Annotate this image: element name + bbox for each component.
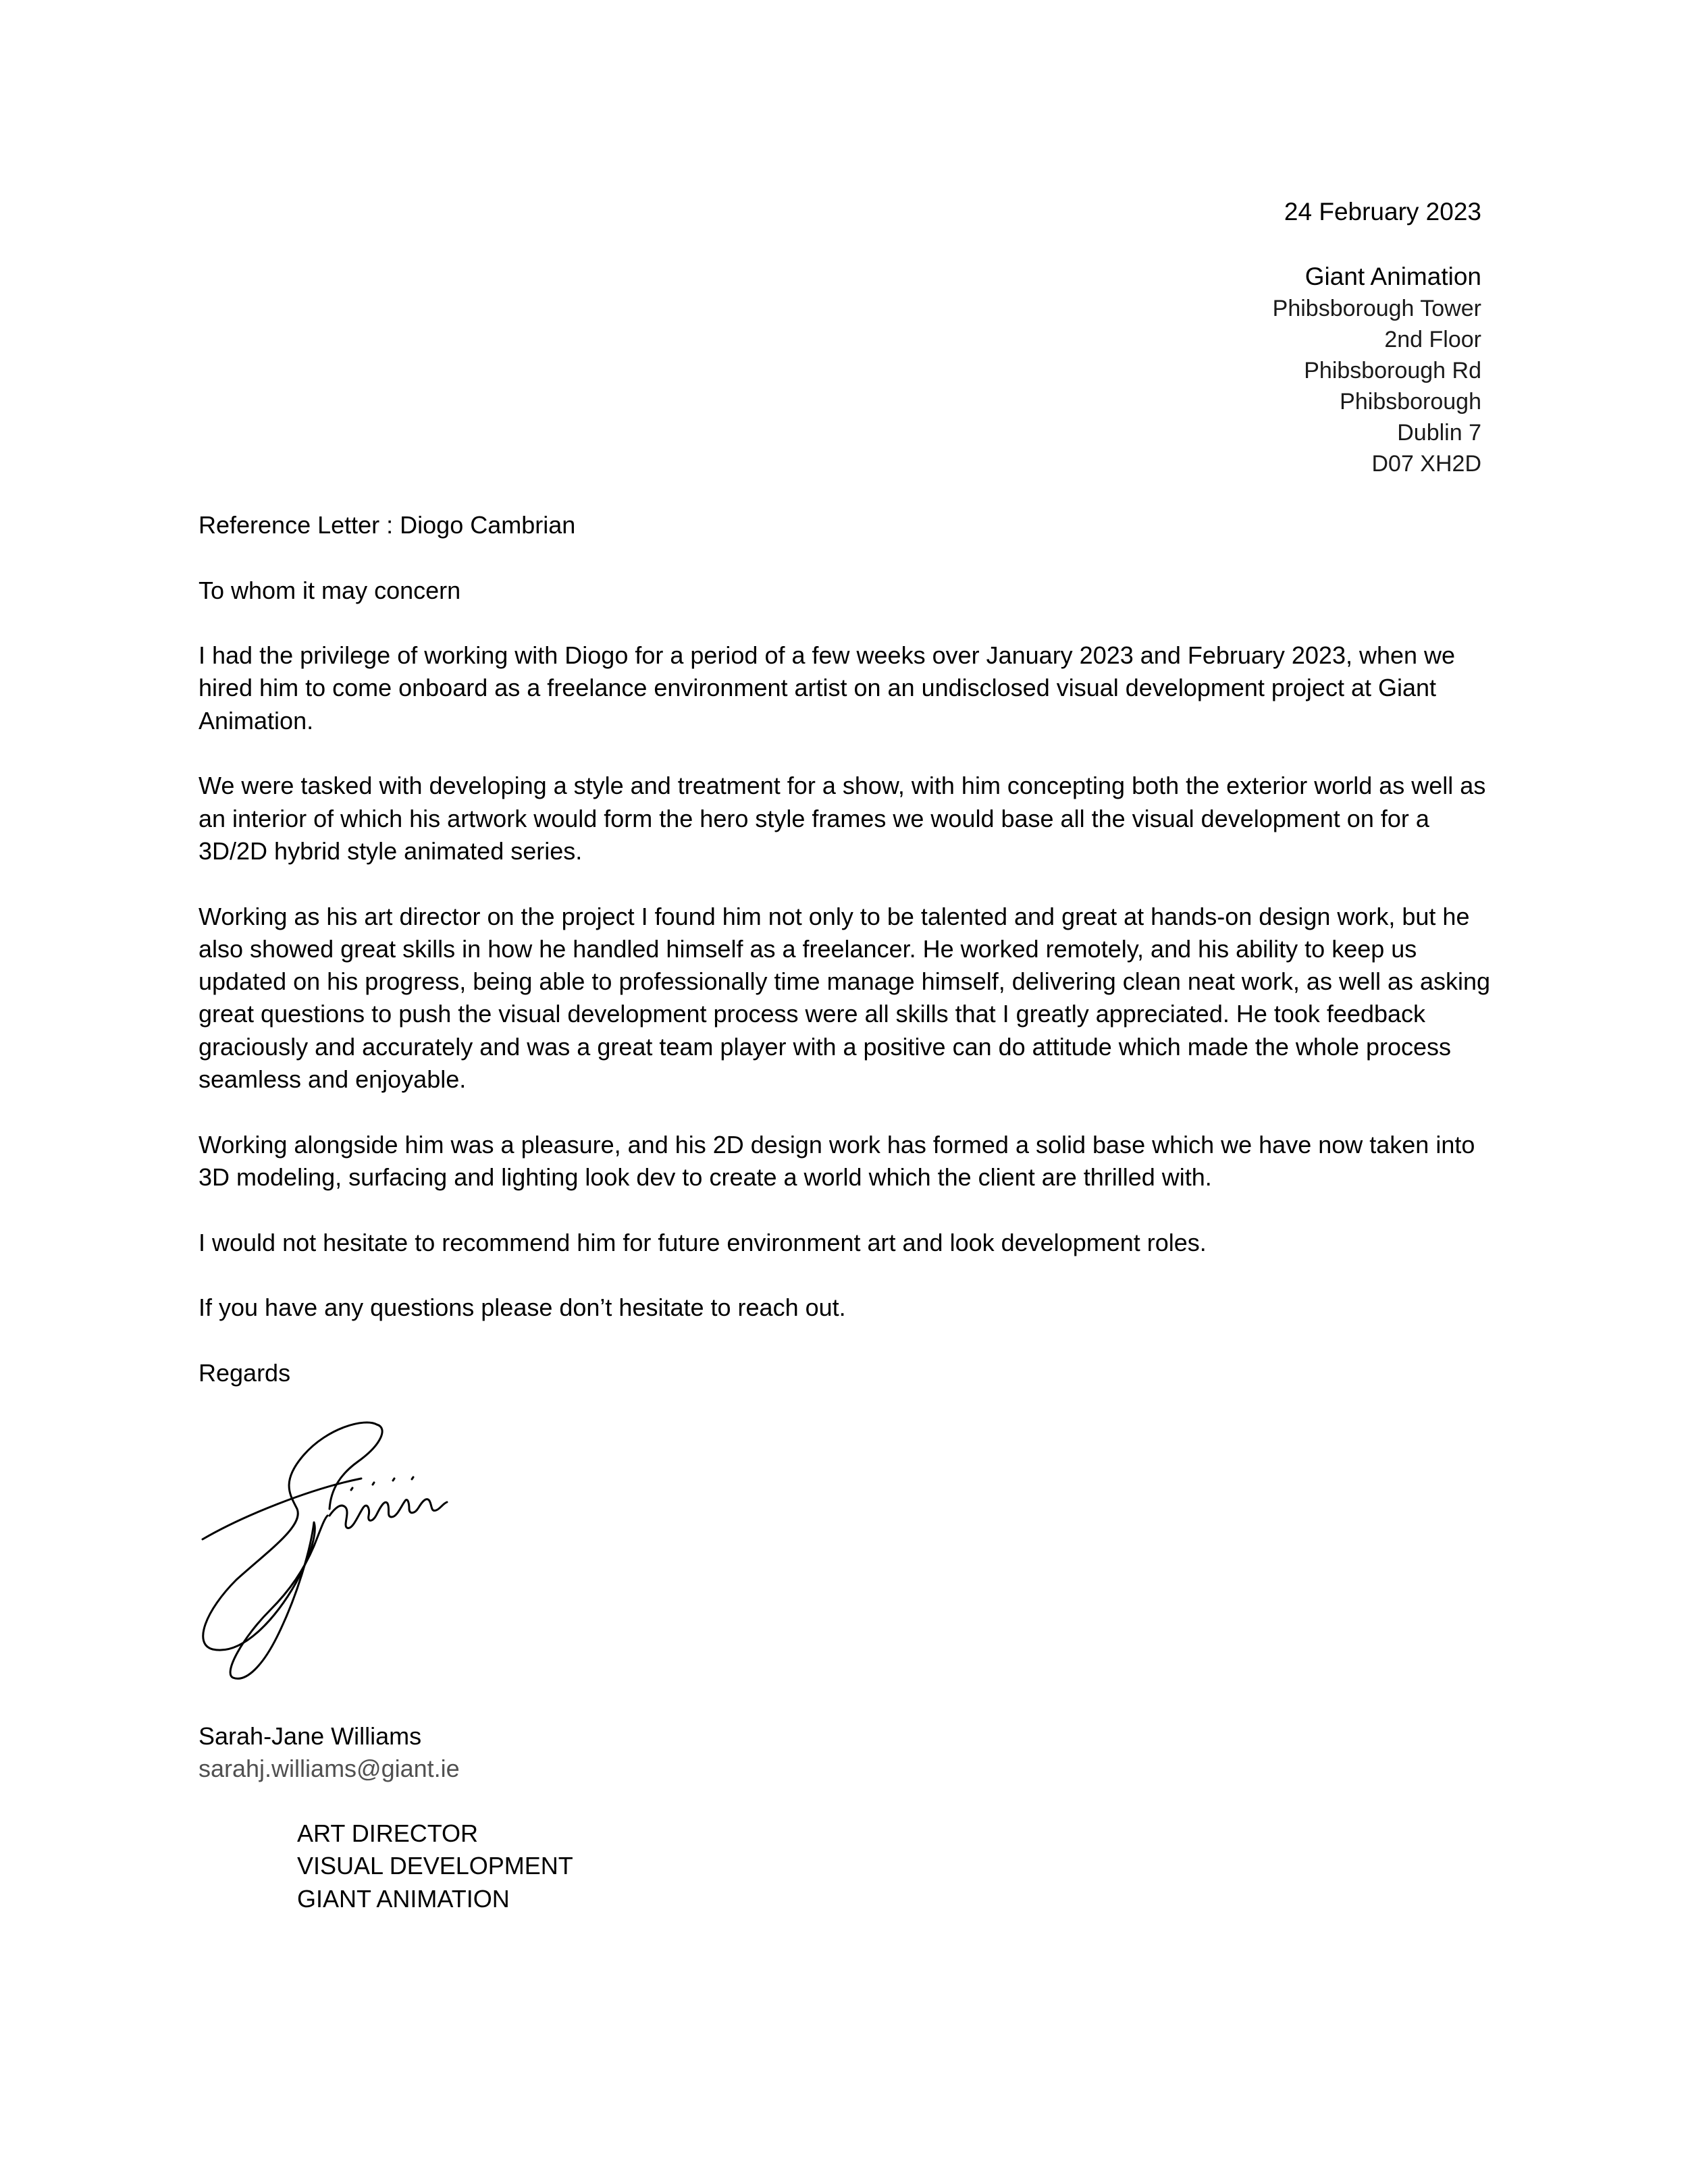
body-paragraph: We were tasked with developing a style and treatment for a show, with him concepting both the exterior world as well as an interior of which his artwork would form the hero style frames we would base all the visual development on for a 3D/2D hybrid style animated series. [199,772,1486,865]
address-line: D07 XH2D [1371,451,1481,477]
signer-name: Sarah-Jane Williams [199,1722,422,1750]
address-line: Phibsborough [1340,389,1481,415]
address-line: Phibsborough Rd [1304,358,1481,383]
signer-block [199,1720,460,1786]
recipient-company: Giant Animation [1304,263,1481,290]
address-line: Dublin 7 [1397,420,1481,446]
letter-date: 24 February 2023 [1284,198,1481,225]
signer-email[interactable]: sarahj.williams@giant.ie [199,1755,460,1783]
address-line: Phibsborough Tower [1272,296,1481,321]
recipient-address [1273,261,1481,479]
body-paragraph: Working alongside him was a pleasure, and his 2D design work has formed a solid base which we have now taken into 3D modeling, surfacing and lighting look dev to create a world which the client are thrilled with. [199,1130,1475,1191]
body-paragraph: I had the privilege of working with Diogo for a period of a few weeks over January 2023 and February 2023, when we hired him to come onboard as a freelance environment artist on an undisclosed visual development project at Giant Animation. [199,641,1456,735]
letter-salutation: To whom it may concern [199,576,461,604]
signer-title: ART DIRECTOR [297,1819,479,1847]
signer-title: VISUAL DEVELOPMENT [297,1852,573,1880]
signer-title: GIANT ANIMATION [297,1884,510,1913]
signer-titles [297,1817,573,1915]
signature-icon [196,1414,493,1684]
body-paragraph: I would not hesitate to recommend him for future environment art and look development roles. [199,1228,1207,1256]
letter-body [199,509,1495,1422]
letter-closing: Regards [199,1358,291,1387]
letter-subject: Reference Letter : Diogo Cambrian [199,511,576,539]
address-line: 2nd Floor [1384,327,1481,352]
body-paragraph: If you have any questions please don’t hesitate to reach out. [199,1294,846,1322]
body-paragraph: Working as his art director on the project I found him not only to be talented and great at hands-on design work, but he also showed great skills in how he handled himself as a freelancer. He worked remotely, and his ability to keep us updated on his progress, being able to professionally time manage himself, delivering clean neat work, as well as asking great questions to push the visual development process were all skills that I greatly appreciated. He took feedback graciously and accurately and was a great team player with a positive can do attitude which made the whole process seamless and enjoyable. [199,902,1491,1094]
